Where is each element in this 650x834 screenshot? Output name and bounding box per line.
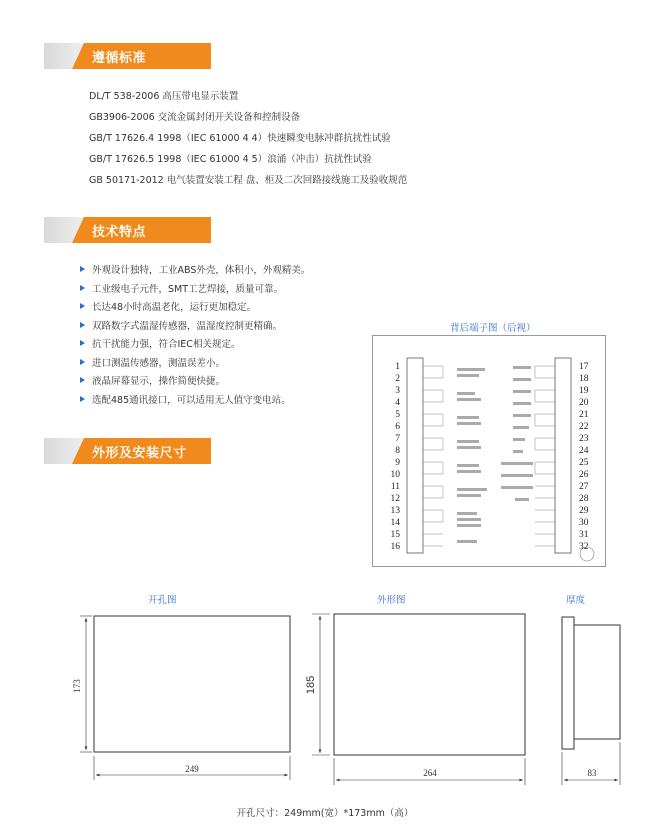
terminal-number-right: 25 (579, 458, 589, 468)
terminal-number-left: 5 (395, 410, 400, 420)
terminal-number-left: 15 (390, 530, 400, 540)
terminal-number-left: 2 (395, 374, 400, 384)
feature-text: 抗干扰能力强，符合IEC相关规定。 (92, 339, 241, 350)
bullet-arrow-icon (80, 322, 85, 328)
terminal-number-left: 16 (390, 542, 400, 552)
terminal-number-left: 13 (390, 506, 400, 516)
section-title: 技术特点 (92, 225, 147, 240)
terminal-number-right: 26 (579, 470, 589, 480)
features-list (80, 262, 310, 410)
feature-text: 外观设计独特，工业ABS外壳，体积小，外观精美。 (92, 265, 311, 276)
cutout-drawing (72, 616, 290, 780)
terminal-number-left: 12 (390, 494, 400, 504)
bullet-arrow-icon (80, 340, 85, 346)
outline-drawing (305, 614, 525, 785)
terminal-number-left: 9 (395, 458, 400, 468)
terminal-number-left: 4 (395, 398, 400, 408)
bullet-arrow-icon (80, 303, 85, 309)
feature-text: 工业级电子元件，SMT工艺焊接，质量可靠。 (92, 283, 284, 295)
terminal-number-right: 23 (579, 434, 589, 444)
terminal-number-left: 6 (395, 422, 400, 432)
feature-text: 长达48小时高温老化，运行更加稳定。 (92, 302, 257, 313)
feature-item (80, 281, 310, 300)
terminal-number-right: 30 (579, 518, 589, 528)
cutout-drawing-label: 开孔图 (148, 595, 177, 606)
section-header-standards (44, 43, 211, 69)
feature-item (80, 392, 310, 411)
standards-list (89, 86, 407, 191)
feature-item (80, 318, 310, 337)
terminal-number-left: 10 (390, 470, 400, 480)
standard-item: GB/T 17626.5 1998（IEC 61000 4 5）浪涌（冲击）抗扰性试验 (89, 154, 372, 165)
standard-item: GB3906-2006 交流金属封闭开关设备和控制设备 (89, 112, 301, 123)
terminal-number-left: 7 (395, 434, 400, 444)
outline-width-label: 264 (423, 768, 437, 778)
feature-text: 选配485通讯接口，可以适用无人值守变电站。 (92, 394, 291, 406)
thickness-drawing (562, 617, 620, 785)
section-header-features (44, 217, 211, 243)
terminal-number-right: 31 (579, 530, 589, 540)
outline-drawing-label: 外形图 (377, 595, 406, 606)
terminal-number-right: 28 (579, 494, 589, 504)
bullet-arrow-icon (80, 285, 85, 291)
terminal-diagram-drawing (373, 336, 605, 566)
terminal-number-right: 21 (579, 410, 589, 420)
bullet-arrow-icon (80, 377, 85, 383)
section-header-dimensions (44, 438, 211, 464)
terminal-number-left: 3 (395, 386, 400, 396)
cutout-size-caption: 开孔尺寸：249mm(宽）*173mm（高） (236, 808, 414, 819)
terminal-number-right: 22 (579, 422, 589, 432)
terminal-diagram-title: 背后端子图（后视） (450, 323, 536, 334)
terminal-number-left: 1 (395, 362, 400, 372)
cutout-height-label: 173 (72, 679, 82, 693)
bullet-arrow-icon (80, 359, 85, 365)
feature-item (80, 299, 310, 318)
terminal-number-right: 32 (579, 542, 589, 552)
thickness-depth-label: 83 (587, 768, 597, 778)
terminal-number-right: 20 (579, 398, 589, 408)
terminal-number-right: 19 (579, 386, 589, 396)
terminal-number-left: 8 (395, 446, 400, 456)
dimension-drawings (0, 600, 650, 800)
terminal-number-right: 24 (579, 446, 589, 456)
terminal-number-right: 17 (579, 362, 589, 372)
terminal-number-right: 18 (579, 374, 589, 384)
section-title: 外形及安装尺寸 (92, 446, 187, 461)
terminal-number-left: 14 (390, 518, 400, 528)
standard-item: DL/T 538-2006 高压带电显示装置 (89, 91, 239, 102)
section-title: 遵循标准 (92, 51, 147, 66)
feature-item (80, 373, 310, 392)
standard-item: GB 50171-2012 电气装置安装工程 盘、柜及二次回路接线施工及验收规范 (89, 175, 408, 186)
feature-item (80, 336, 310, 355)
feature-item (80, 262, 310, 281)
feature-item (80, 355, 310, 374)
cutout-width-label: 249 (185, 764, 199, 774)
outline-height-label: 185 (305, 675, 317, 695)
feature-text: 双路数字式温湿传感器，温湿度控制更精确。 (92, 320, 283, 332)
feature-text: 进口测温传感器，测温误差小。 (92, 357, 226, 369)
thickness-drawing-label: 厚度 (566, 595, 586, 606)
bullet-arrow-icon (80, 266, 85, 272)
terminal-number-right: 29 (579, 506, 589, 516)
terminal-number-left: 11 (390, 482, 400, 492)
terminal-diagram (372, 335, 606, 567)
feature-text: 液晶屏幕显示，操作简便快捷。 (92, 376, 226, 387)
standard-item: GB/T 17626.4 1998（IEC 61000 4 4）快速瞬变电脉冲群抗扰性试验 (89, 133, 391, 144)
bullet-arrow-icon (80, 396, 85, 402)
terminal-number-right: 27 (579, 482, 589, 492)
